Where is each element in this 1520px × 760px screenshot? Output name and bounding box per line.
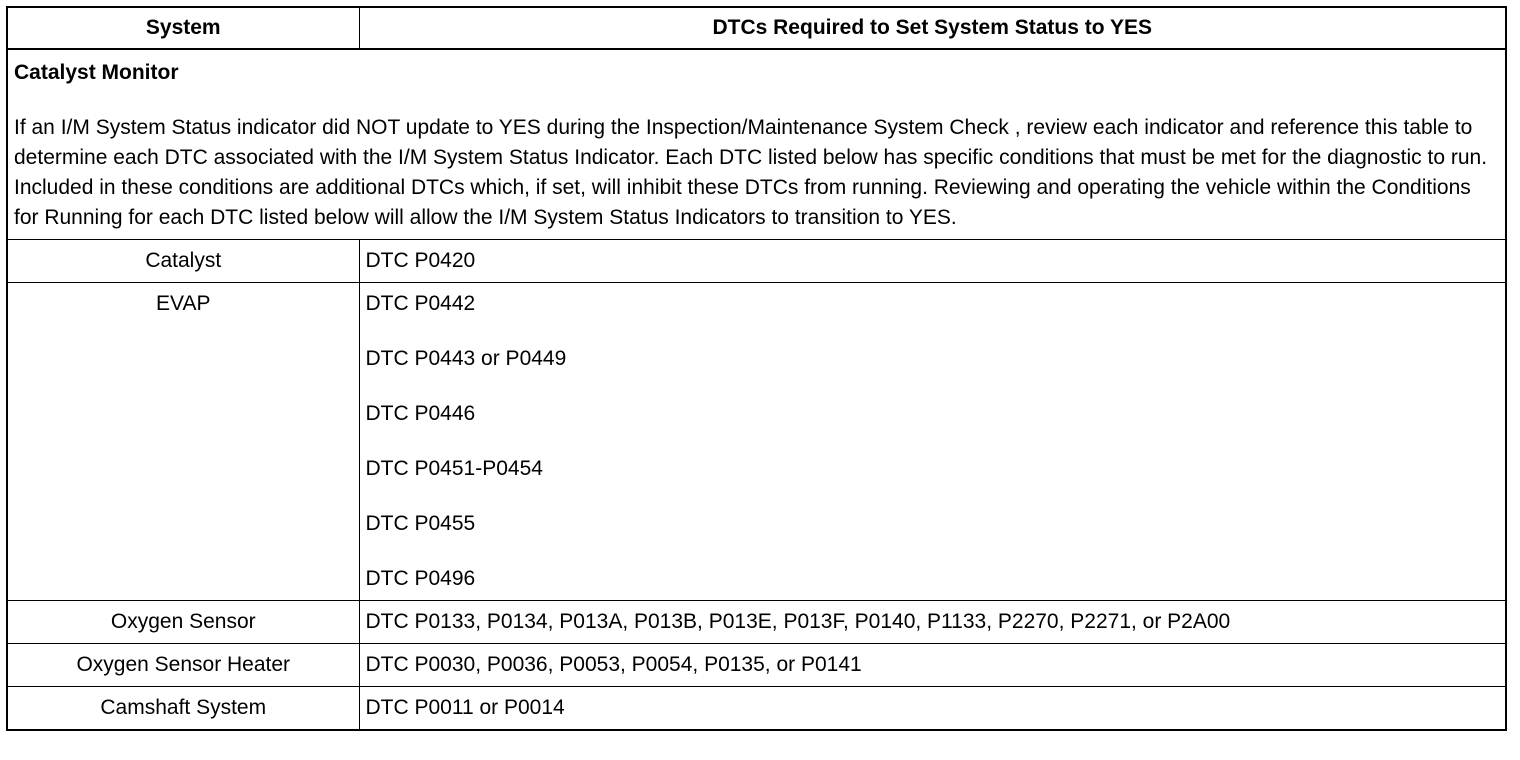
dtc-entry: DTC P0011 or P0014 (365, 696, 565, 719)
table-row (7, 240, 1506, 283)
section-cell (7, 49, 1506, 240)
dtc-entry: DTC P0446 (365, 402, 476, 425)
dtc-entry: DTC P0496 (365, 567, 476, 590)
dtc-entry: DTC P0443 or P0449 (365, 347, 567, 370)
header-dtcs: DTCs Required to Set System Status to YES (359, 7, 1506, 49)
dtc-cell (359, 601, 1506, 644)
dtc-cell (359, 687, 1506, 731)
dtc-system-status-table (6, 6, 1507, 731)
dtc-entry: DTC P0451-P0454 (365, 457, 543, 480)
system-cell: Oxygen Sensor (7, 601, 359, 644)
section-title: Catalyst Monitor (14, 61, 179, 84)
table-row (7, 283, 1506, 601)
table-row (7, 644, 1506, 687)
system-cell: Oxygen Sensor Heater (7, 644, 359, 687)
system-cell: Catalyst (7, 240, 359, 283)
dtc-entry: DTC P0420 (365, 249, 476, 272)
table-row (7, 687, 1506, 731)
dtc-entry: DTC P0442 (365, 292, 476, 315)
header-row (7, 7, 1506, 49)
dtc-cell (359, 240, 1506, 283)
header-system: System (7, 7, 359, 49)
dtc-entry: DTC P0455 (365, 512, 476, 535)
table-row (7, 601, 1506, 644)
system-cell: Camshaft System (7, 687, 359, 731)
system-cell: EVAP (7, 283, 359, 601)
dtc-cell (359, 644, 1506, 687)
dtc-entry: DTC P0030, P0036, P0053, P0054, P0135, or P0141 (365, 653, 862, 676)
dtc-entry: DTC P0133, P0134, P013A, P013B, P013E, P013F, P0140, P1133, P2270, P2271, or P2A00 (365, 610, 1231, 633)
section-description: If an I/M System Status indicator did NOT update to YES during the Inspection/Maintenance System Check , review each indicator and reference this table to determine each DTC associated with the I/M System Status Indicator. Each DTC listed below has specific conditions that must be met for the diagnostic to run. Included in these conditions are additional DTCs which, if set, will inhibit these DTCs from running. Reviewing and operating the vehicle within the Conditions for Running for each DTC listed below will allow the I/M System Status Indicators to transition to YES. (14, 116, 1488, 229)
section-row (7, 49, 1506, 240)
dtc-cell (359, 283, 1506, 601)
